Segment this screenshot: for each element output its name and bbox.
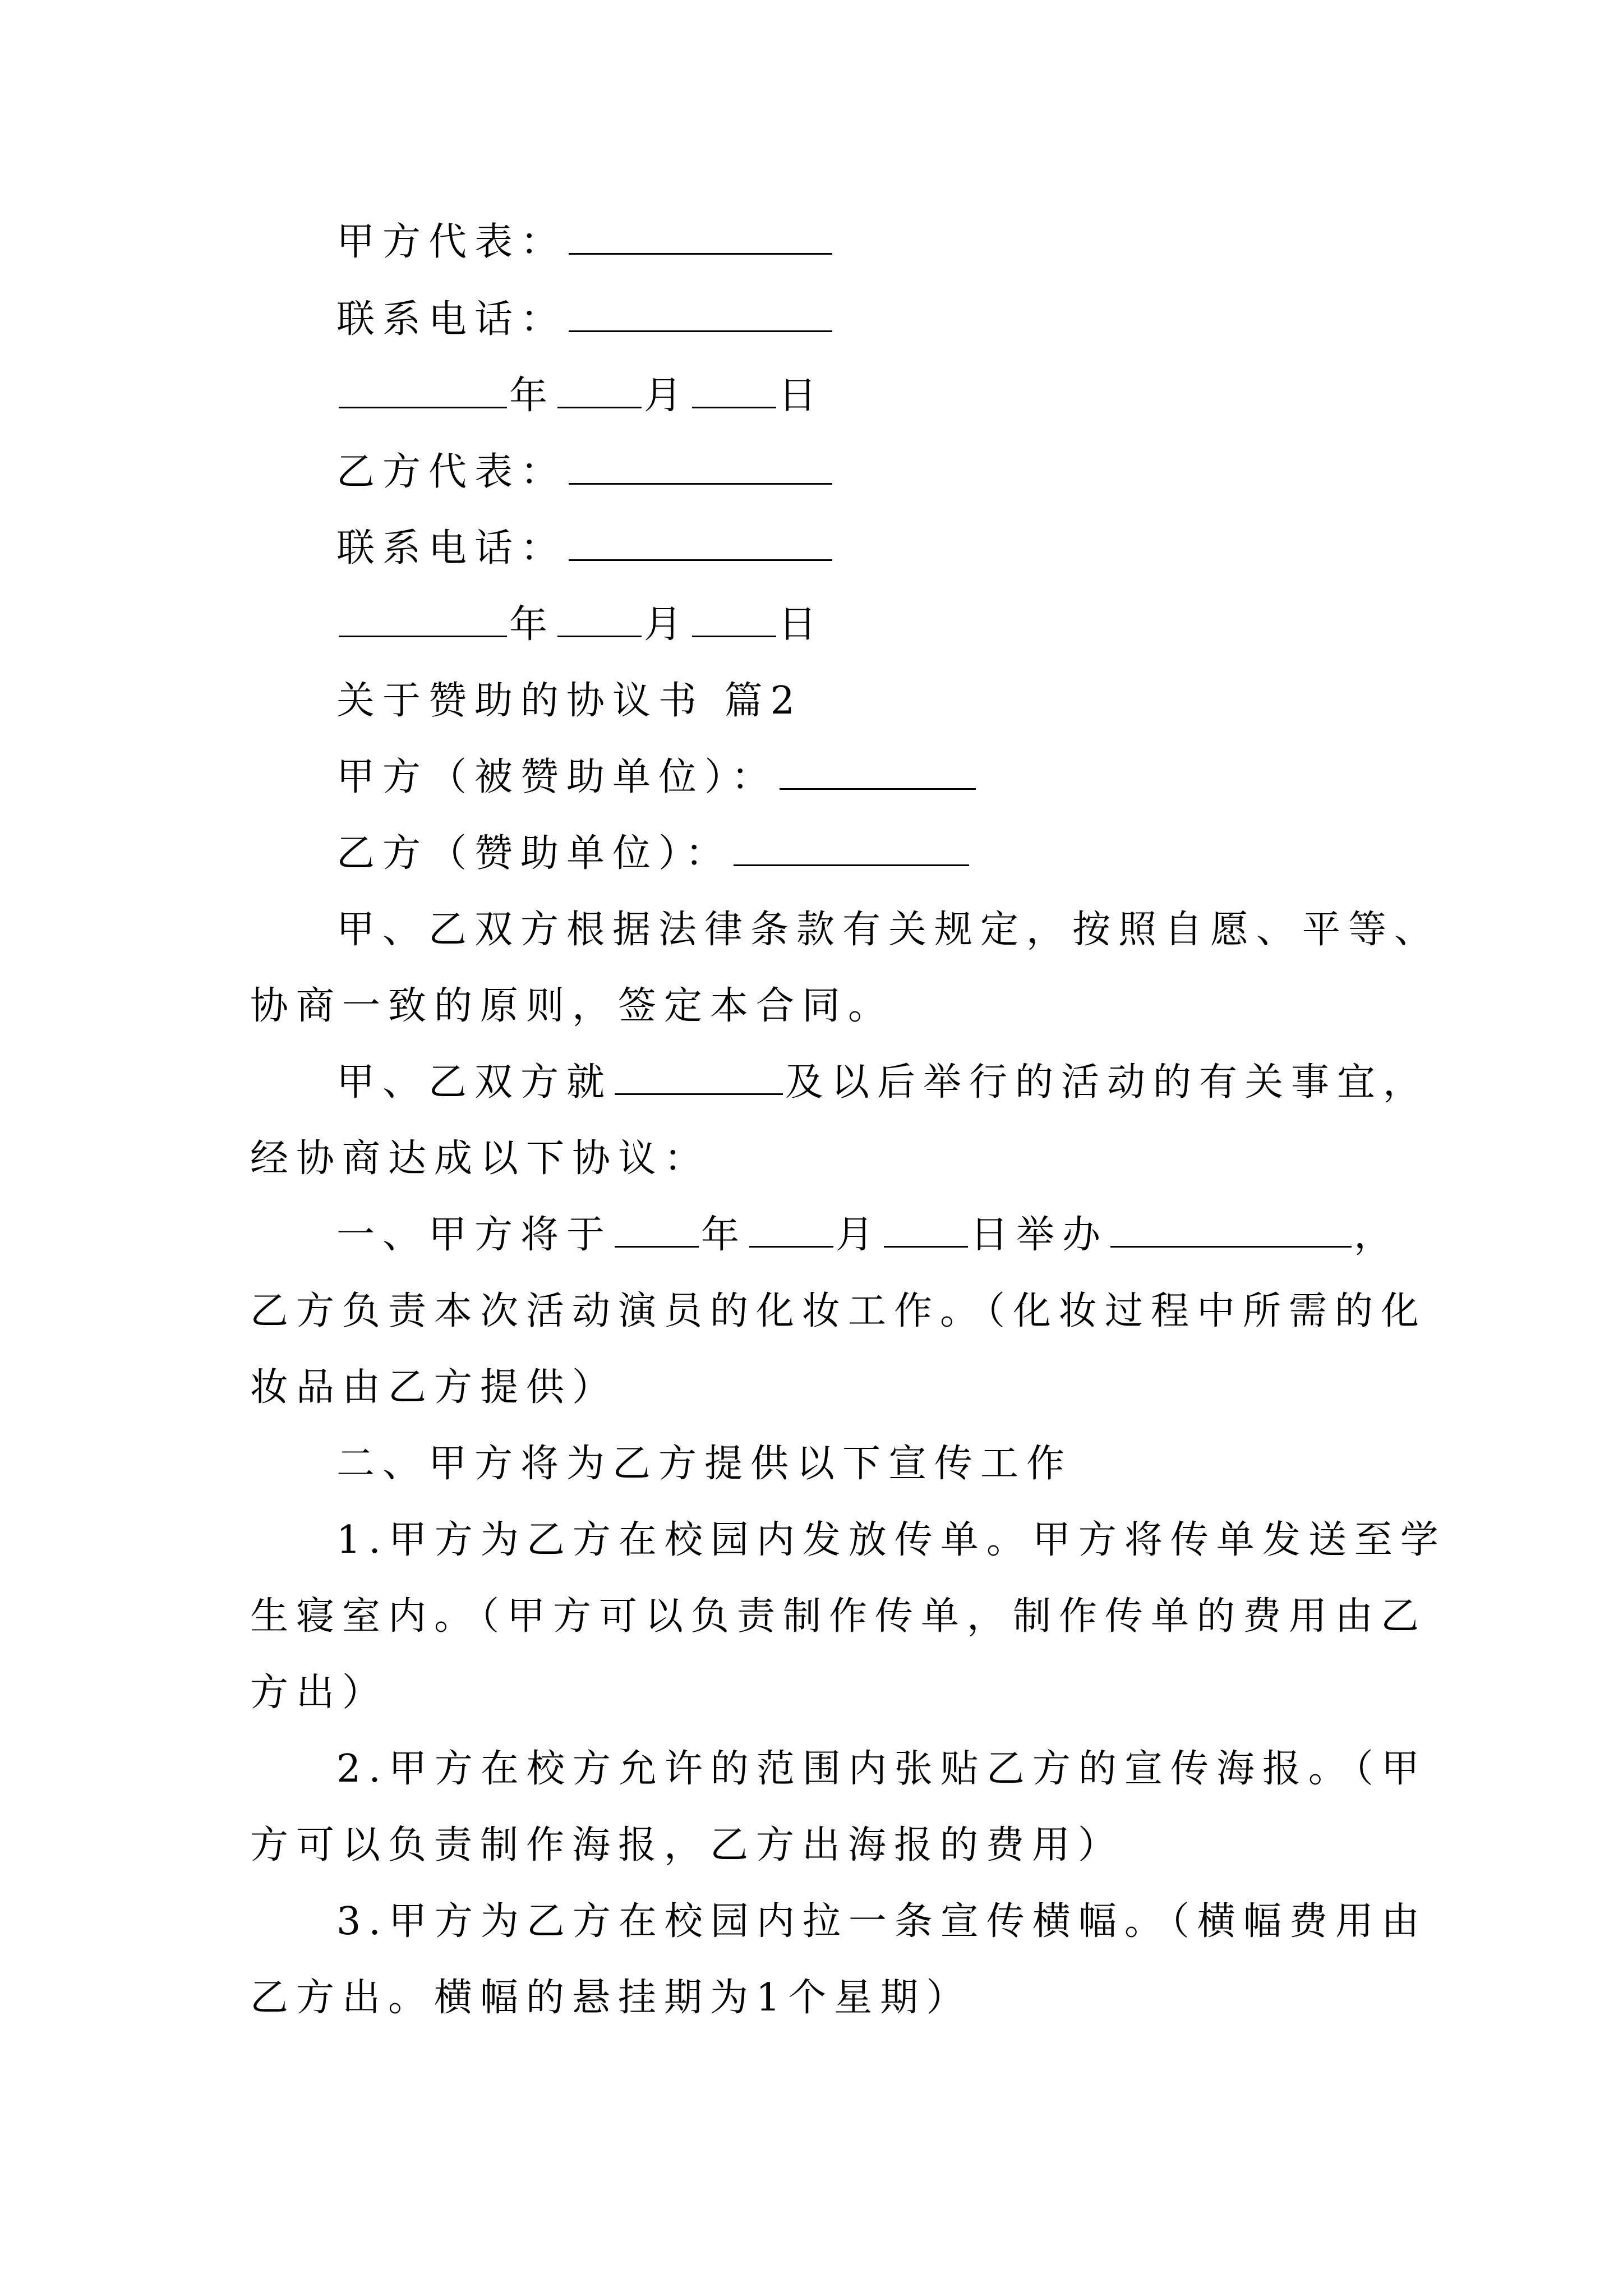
section-party-a-blank <box>780 757 976 790</box>
item-1-text: 一、甲方将于 <box>336 1213 613 1257</box>
paragraph-2-line-2: 经协商达成以下协议： <box>250 1137 711 1181</box>
sub-item-3-line-1: 3.甲方为乙方在校园内拉一条宣传横幅。（横幅费用由 <box>336 1899 1427 1944</box>
paragraph-2-text-a: 甲、乙双方就 <box>336 1060 613 1105</box>
paragraph-1-line-2: 协商一致的原则，签定本合同。 <box>250 984 895 1028</box>
item-1-line-2: 乙方负责本次活动演员的化妆工作。（化妆过程中所需的化 <box>250 1289 1427 1333</box>
item-1-event-blank <box>1110 1214 1352 1248</box>
item-1-line-1 <box>336 1213 1400 1258</box>
party-a-phone-label: 联系电话： <box>336 297 567 342</box>
section-party-a-line <box>336 755 978 800</box>
item-1-year-blank <box>615 1214 699 1248</box>
item-1-year-label: 年 <box>701 1213 748 1257</box>
sub-item-1-line-3: 方出） <box>250 1671 389 1715</box>
party-a-day-blank <box>692 375 776 408</box>
paragraph-1-line-1: 甲、乙双方根据法律条款有关规定，按照自愿、平等、 <box>336 908 1441 952</box>
paragraph-2-line-1 <box>336 1060 1429 1105</box>
item-1-day-blank <box>884 1214 968 1248</box>
party-a-year-blank <box>339 375 507 408</box>
item-1-month-blank <box>749 1214 833 1248</box>
party-b-month-label: 月 <box>644 602 690 647</box>
section-party-b-blank <box>734 833 969 866</box>
party-a-year-label: 年 <box>509 374 556 418</box>
party-a-rep-line <box>336 220 834 265</box>
party-b-year-label: 年 <box>509 602 556 647</box>
party-a-date-line <box>336 374 824 418</box>
item-1-month-label: 月 <box>836 1213 882 1257</box>
sub-item-3-line-2: 乙方出。横幅的悬挂期为1个星期） <box>250 1976 972 2020</box>
party-b-month-blank <box>557 604 642 637</box>
sub-item-1-line-2: 生寝室内。（甲方可以负责制作传单，制作传单的费用由乙 <box>250 1594 1427 1639</box>
party-b-rep-blank <box>569 452 832 485</box>
party-b-phone-blank <box>569 528 832 561</box>
section-party-b-label: 乙方（赞助单位）： <box>336 831 732 876</box>
paragraph-2-blank <box>615 1062 783 1095</box>
paragraph-2-text-b: 及以后举行的活动的有关事宜， <box>785 1060 1430 1105</box>
party-a-phone-line <box>336 297 834 342</box>
section-party-b-line <box>336 831 971 876</box>
sub-item-1-line-1: 1.甲方为乙方在校园内发放传单。甲方将传单发送至学 <box>336 1518 1446 1562</box>
party-a-rep-label: 甲方代表： <box>336 220 567 264</box>
item-2-title: 二、甲方将为乙方提供以下宣传工作 <box>336 1442 1073 1486</box>
item-1-day-label: 日举办 <box>970 1213 1109 1257</box>
party-a-month-label: 月 <box>644 374 690 418</box>
item-1-line-3: 妆品由乙方提供） <box>250 1365 619 1410</box>
sub-item-2-line-2: 方可以负责制作海报，乙方出海报的费用） <box>250 1823 1124 1867</box>
sub-item-2-line-1: 2.甲方在校方允许的范围内张贴乙方的宣传海报。（甲 <box>336 1747 1427 1791</box>
party-b-day-label: 日 <box>778 602 825 647</box>
section-title: 关于赞助的协议书 篇2 <box>336 679 803 723</box>
section-party-a-label: 甲方（被赞助单位）： <box>336 755 778 799</box>
party-b-rep-line <box>336 450 834 495</box>
party-b-year-blank <box>339 604 507 637</box>
party-a-rep-blank <box>569 222 832 255</box>
party-a-phone-blank <box>569 299 832 332</box>
party-a-day-label: 日 <box>778 374 825 418</box>
item-1-comma: ， <box>1354 1213 1400 1257</box>
party-b-rep-label: 乙方代表： <box>336 450 567 494</box>
party-b-day-blank <box>692 604 776 637</box>
party-a-month-blank <box>557 375 642 408</box>
party-b-date-line <box>336 602 824 647</box>
party-b-phone-label: 联系电话： <box>336 526 567 570</box>
party-b-phone-line <box>336 526 834 571</box>
